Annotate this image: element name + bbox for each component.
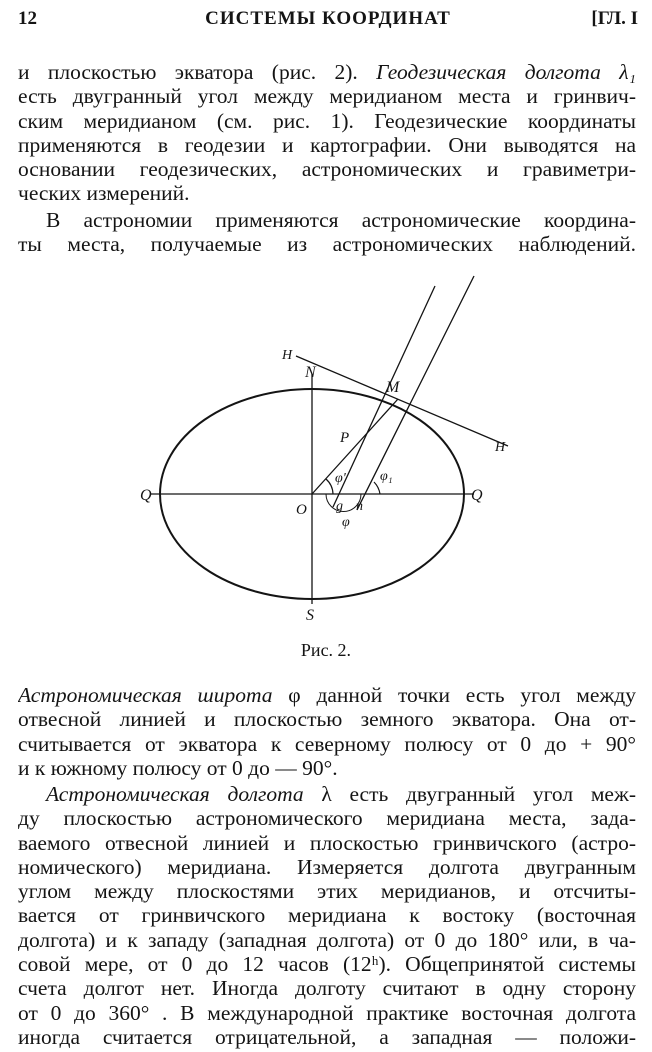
paragraph-geodetic <box>18 60 636 206</box>
text-line: от 0 до 360° . В международной практике восточная долгота <box>18 1000 636 1025</box>
text-line: долгота) и к западу (западная долгота) от 0 до 180° или, в ча- <box>18 927 636 952</box>
text-line: считывается от экватора к северному полюсу от 0 до + 90° <box>18 731 636 756</box>
running-title: СИСТЕМЫ КООРДИНАТ <box>205 8 451 29</box>
figure-ellipse-diagram <box>0 270 652 640</box>
text-line: ским меридианом (см. рис. 1). Геодезические координаты <box>18 108 636 133</box>
label-phi: φ <box>342 515 350 530</box>
text-line: номического) меридиана. Измеряется долгота двугранным <box>18 854 636 879</box>
text-line: счета долгот нет. Иногда долготу считают в одну сторону <box>18 976 636 1001</box>
page-header <box>18 8 638 34</box>
figure-caption: Рис. 2. <box>300 640 352 660</box>
text-line: есть двугранный угол между меридианом места и гринвич- <box>18 84 636 109</box>
label-q-right: Q <box>471 487 483 504</box>
text-line: углом между плоскостями этих меридианов, и отсчиты- <box>18 879 636 904</box>
label-phi-prime: φ' <box>335 471 346 486</box>
plumb-line <box>357 276 474 510</box>
text-line: и к южному полюсу от 0 до — 90°. <box>18 755 338 780</box>
angle-arc-phi-prime <box>326 479 333 494</box>
term-astronomical-longitude: Астрономическая долгота <box>46 782 304 806</box>
paragraph-astronomy <box>18 208 636 257</box>
text-line: вается от гринвичского меридиана к востоку (восточная <box>18 903 636 928</box>
paragraph-astro-longitude <box>18 782 636 1049</box>
label-o: O <box>296 502 307 518</box>
label-q-left: Q <box>140 487 152 504</box>
term-geodetic-longitude: Геодезическая долгота λ₁ <box>376 60 636 84</box>
text-line: Астрономическая долгота λ есть двугранный угол меж- <box>46 782 636 806</box>
text-line: ду плоскостью астрономического меридиана места, зада- <box>18 806 636 831</box>
text-line: ты места, получаемые из астрономических наблюдений. <box>18 232 636 257</box>
label-phi1: φ₁ <box>380 469 393 484</box>
label-h-right: H <box>495 440 506 455</box>
label-n: N <box>305 364 316 381</box>
term-astronomical-latitude: Астрономическая широта <box>18 683 273 707</box>
text-line: основании геодезических, астрономических и гравиметри- <box>18 157 636 182</box>
text-line: и плоскостью экватора (рис. 2). Геодезическая долгота λ₁ <box>18 60 636 84</box>
text-line: В астрономии применяются астрономические координа- <box>46 208 636 232</box>
text-line: применяются в геодезии и картографии. Они выводятся на <box>18 132 636 157</box>
text-line: совой мере, от 0 до 12 часов (12ʰ). Общепринятой системы <box>18 952 636 977</box>
paragraph-astro-latitude <box>18 683 636 780</box>
tangent-line <box>296 356 508 446</box>
text-line: Астрономическая широта φ данной точки есть угол между <box>18 683 636 707</box>
text-line: ваемого отвесной линией и плоскостью гринвичского (астро- <box>18 830 636 855</box>
text-line: ческих измерений. <box>18 181 190 206</box>
label-h-left: H <box>282 348 293 363</box>
text-line: иногда считается отрицательной, а западная — положи- <box>18 1024 636 1049</box>
label-s: S <box>306 607 314 624</box>
label-n-small: n <box>356 499 363 514</box>
text-line: отвесной линией и плоскостью земного экватора. Она от- <box>18 707 636 732</box>
label-m: M <box>386 379 400 396</box>
label-p: P <box>340 430 350 446</box>
chapter-marker: [ГЛ. I <box>591 8 638 29</box>
label-g: g <box>336 499 343 514</box>
page-number: 12 <box>18 8 37 29</box>
